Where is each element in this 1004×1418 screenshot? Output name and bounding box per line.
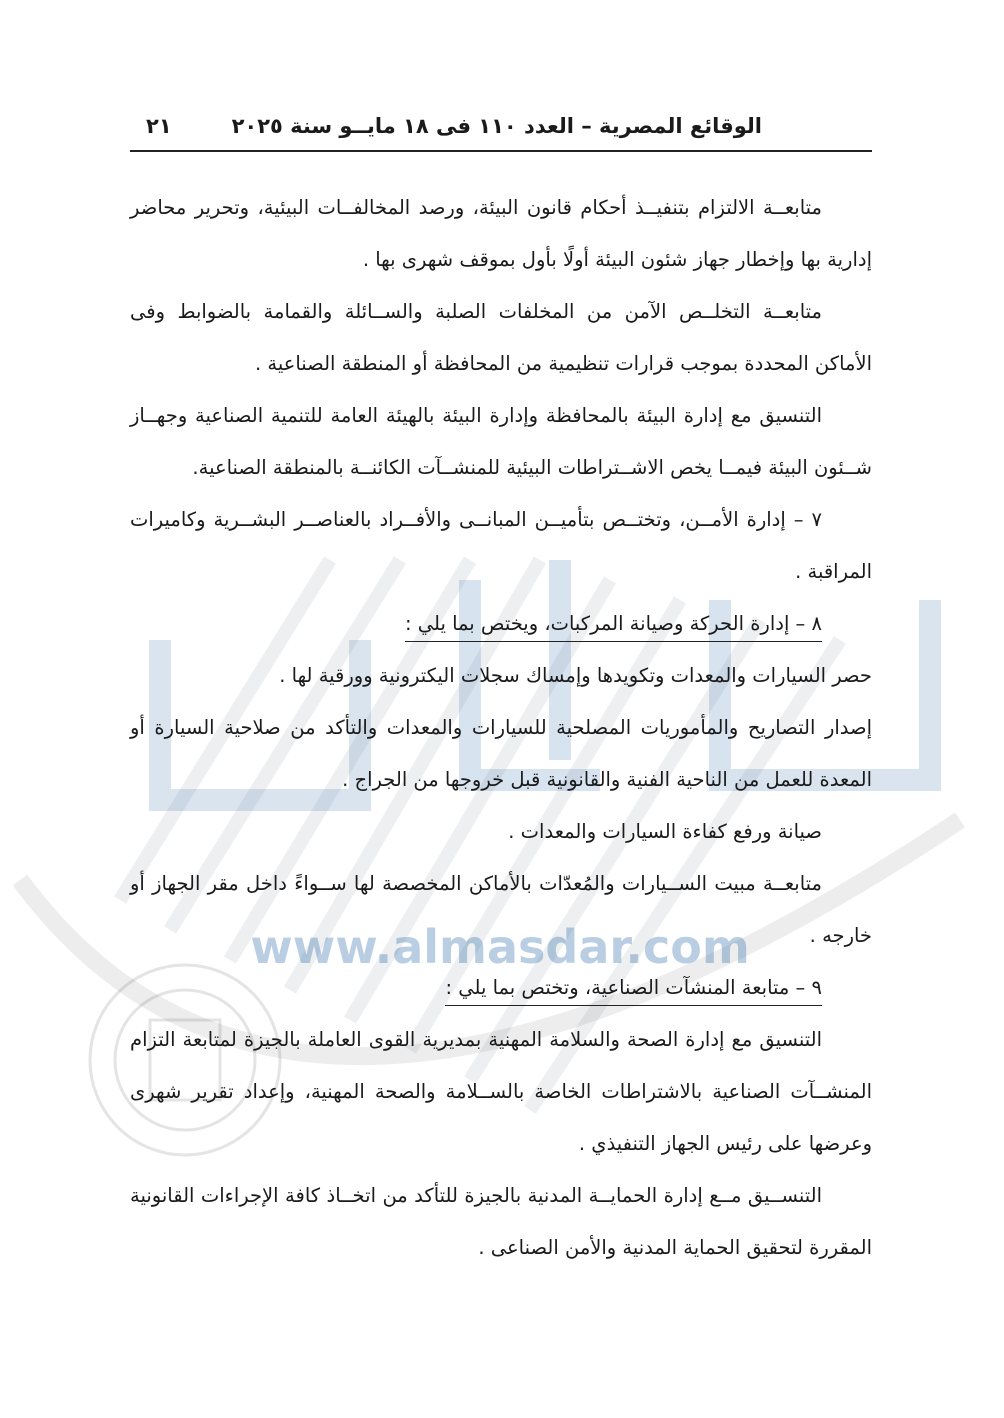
page-number: ٢١ xyxy=(146,114,172,138)
section-heading-text: ٨ – إدارة الحركة وصيانة المركبات، ويختص بما يلي : xyxy=(405,612,822,642)
section-heading xyxy=(130,598,872,650)
page-body xyxy=(130,182,872,1274)
section-heading xyxy=(130,962,872,1014)
page xyxy=(130,100,872,1274)
paragraph: التنسيق مع إدارة الصحة والسلامة المهنية بمديرية القوى العاملة بالجيزة لمتابعة التزام المنشــآت الصناعية بالاشتراطات الخاصة بالســلامة والصحة المهنية، وإعداد تقرير شهرى وعرضها على رئيس الجهاز التنفيذي . xyxy=(130,1028,872,1155)
paragraph: متابعــة التخلــص الآمن من المخلفات الصلبة والســائلة والقمامة بالضوابط وفى الأماكن المحددة بموجب قرارات تنظيمية من المحافظة أو المنطقة الصناعية . xyxy=(130,300,872,375)
page-header xyxy=(130,100,872,152)
paragraph: التنسيق مع إدارة البيئة بالمحافظة وإدارة البيئة بالهيئة العامة للتنمية الصناعية وجهــاز شــئون البيئة فيمــا يخص الاشــتراطات البيئية للمنشــآت الكائنــة بالمنطقة الصناعية. xyxy=(130,404,872,479)
paragraph: إصدار التصاريح والمأموريات المصلحية للسيارات والمعدات والتأكد من صلاحية السيارة أو المعدة للعمل من الناحية الفنية والقانونية قبل خروجها من الجراج . xyxy=(130,716,872,791)
watermark-url: www.almasdar.com xyxy=(250,920,750,974)
paragraph: التنســيق مــع إدارة الحمايــة المدنية بالجيزة للتأكد من اتخــاذ كافة الإجراءات القانونية المقررة لتحقيق الحماية المدنية والأمن الصناعى . xyxy=(130,1184,872,1259)
section-heading-text: ٩ – متابعة المنشآت الصناعية، وتختص بما يلي : xyxy=(445,976,822,1006)
section-heading: ٧ – إدارة الأمــن، وتختــص بتأميــن المبانــى والأفــراد بالعناصــر البشــرية وكاميرات المراقبة . xyxy=(130,508,872,583)
header-title: الوقائع المصرية – العدد ١١٠ فى ١٨ مايــو سنة ٢٠٢٥ xyxy=(231,114,762,138)
paragraph: متابعــة مبيت الســيارات والمُعدّات بالأماكن المخصصة لها ســواءً داخل مقر الجهاز أو خارجه . xyxy=(130,872,872,947)
paragraph: صيانة ورفع كفاءة السيارات والمعدات . xyxy=(508,820,822,843)
paragraph: متابعــة الالتزام بتنفيــذ أحكام قانون البيئة، ورصد المخالفــات البيئية، وتحرير محاضر إدارية بها وإخطار جهاز شئون البيئة أولًا بأول بموقف شهرى بها . xyxy=(130,196,872,271)
paragraph: حصر السيارات والمعدات وتكويدها وإمساك سجلات اليكترونية وورقية لها . xyxy=(279,664,872,687)
